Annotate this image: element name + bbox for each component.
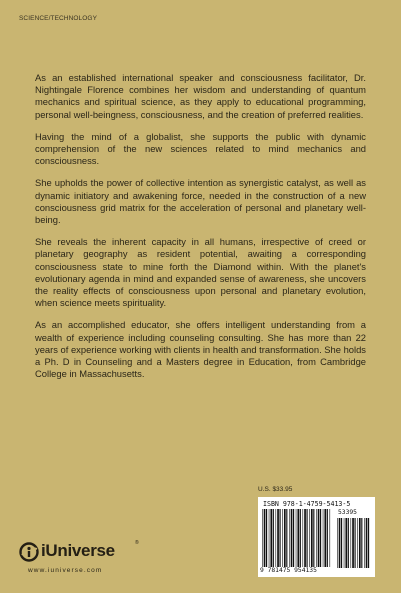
price-label: U.S. $33.95	[258, 486, 293, 493]
paragraph-3: She upholds the power of collective intention as synergistic catalyst, as well as dynamic initiatory and awakening force, needed in the construction of a new consciousness grid matrix for the acceleration of personal and planetary well-being.	[35, 177, 366, 226]
publisher-name: iUniverse	[41, 541, 115, 560]
barcode-bars-addon	[337, 518, 371, 568]
barcode	[258, 497, 375, 577]
publisher-logo	[19, 540, 149, 580]
publisher-url: www.iuniverse.com	[28, 567, 103, 574]
barcode-bars-main	[262, 509, 332, 567]
category-label: SCIENCE/TECHNOLOGY	[19, 15, 98, 22]
iuniverse-logo-icon	[19, 542, 39, 562]
paragraph-5: As an accomplished educator, she offers intelligent understanding from a wealth of experience including counseling consulting. She has more than 22 years of experience working with clients in health and transformation. She holds a Ph. D in Counseling and a Masters degree in Education, from Cambridge College in Massachusetts.	[35, 319, 366, 380]
barcode-digits: 9 781475 954135	[260, 567, 317, 574]
paragraph-2: Having the mind of a globalist, she supports the public with dynamic comprehension of the new sciences related to mind mechanics and consciousness.	[35, 130, 366, 167]
author-description	[35, 72, 366, 390]
paragraph-1: As an established international speaker and consciousness facilitator, Dr. Nightingale Florence combines her wisdom and understanding of quantum mechanics and spiritual science, as they apply to educational programming, personal well-beingness, consciousness, and the creation of preferred realities.	[35, 72, 366, 120]
registered-mark: ®	[135, 540, 139, 546]
isbn-label: ISBN 978-1-4759-5413-5	[263, 500, 351, 508]
paragraph-4: She reveals the inherent capacity in all humans, irrespective of creed or planetary geography as resident potential, awaiting a corresponding consciousness state to mine forth the Diamond within. With the planet's evolutionary agenda in mind and expanded sense of awareness, she uncovers the reality effects of consciousness upon personal and planetary evolution, when science meets spirituality.	[35, 236, 366, 309]
barcode-addon-number: 53395	[338, 509, 357, 516]
